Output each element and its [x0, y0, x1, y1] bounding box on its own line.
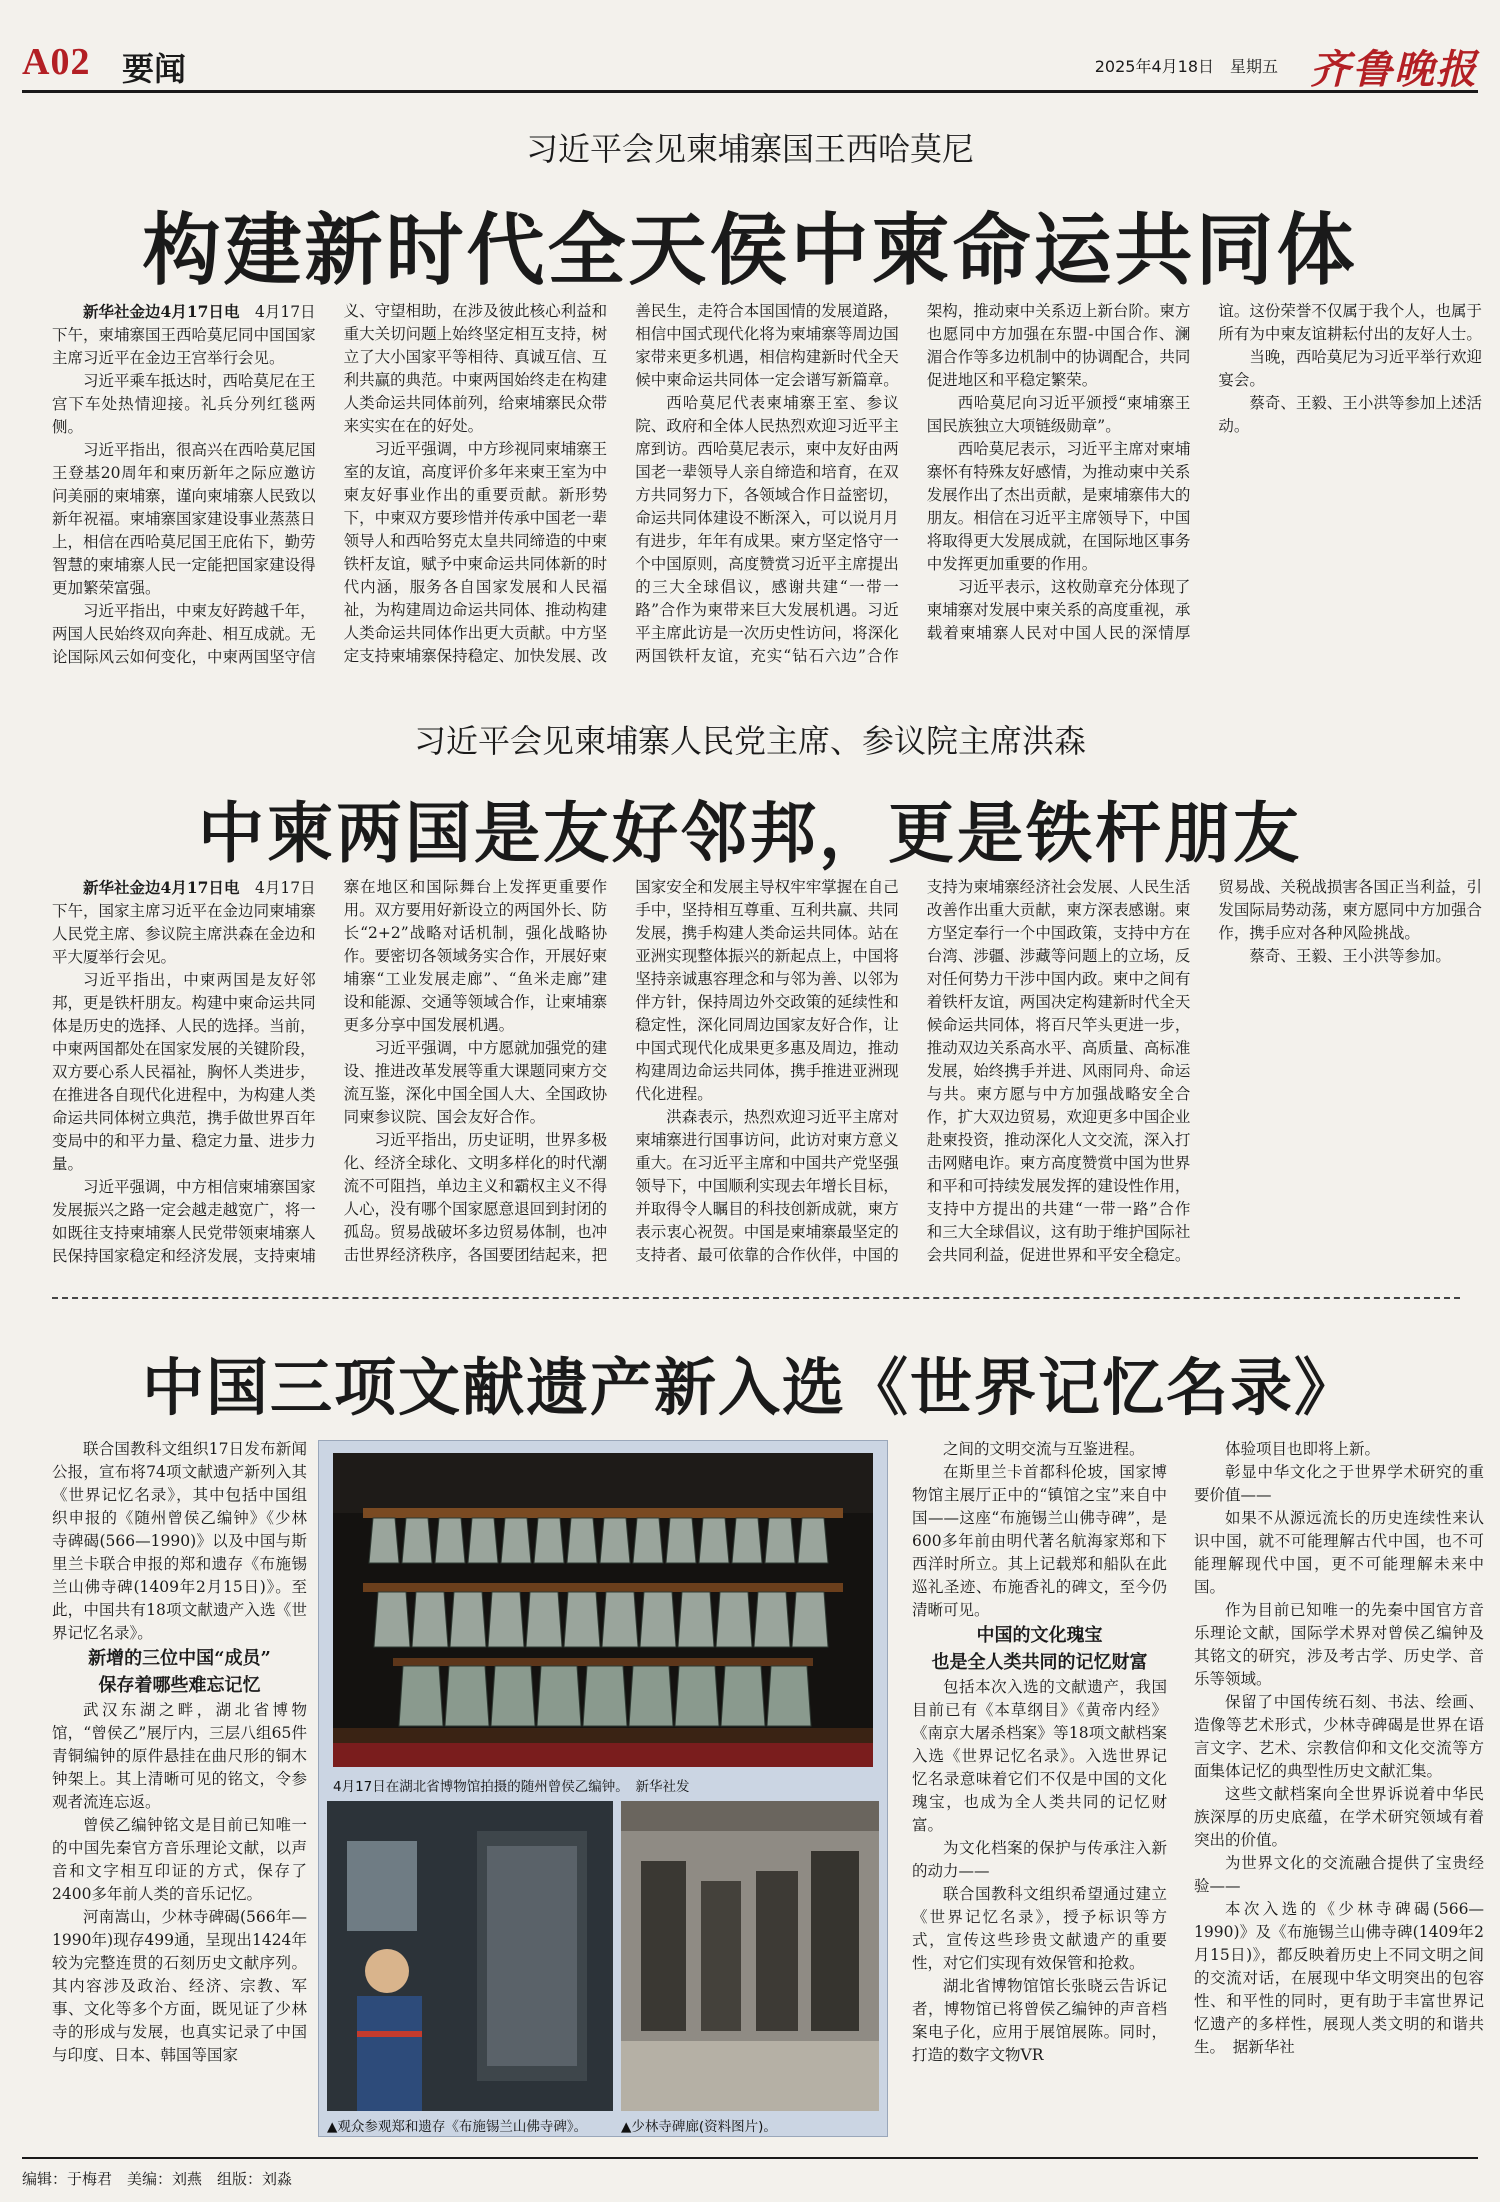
- bell-icon: [537, 1666, 581, 1726]
- paragraph: 习近平指出，中柬两国是友好邻邦，更是铁杆朋友。构建中柬命运共同体是历史的选择、人民的选择。当前，中柬两国都处在国家发展的关键阶段，双方要心系人民福祉，胸怀人类进步，在推进各自现代化进程中，为构建人类命运共同体树立典范，携手做世界百年变局中的和平力量、稳定力量、进步力量。: [52, 971, 316, 1173]
- paragraph: 习近平强调，中方相信柬埔寨国家发展振兴之路一定会越走越宽广，将一如既往支持柬埔寨人民党带领柬埔寨人民保持国家稳定和经济发展，支持柬埔寨在地区和国际舞台上发挥更重要作用。双方要用好新设立的两国外长、防长“2+2”战略对话机制，强化战略协作。要密切各领域务实合作，开展好柬埔寨“工业发展走廊”、“鱼米走廊”建设和能源、交通等领域合作，让柬埔寨更多分享中国发展机遇。: [52, 878, 608, 1265]
- page-header: [22, 0, 1478, 93]
- paragraph: 为文化档案的保护与传承注入新的动力——: [912, 1839, 1167, 1880]
- bell-icon: [666, 1518, 696, 1563]
- paragraph: 习近平乘车抵达时，西哈莫尼在王宫下车处热情迎接。礼兵分列红毯两侧。: [52, 372, 316, 436]
- bell-icon: [583, 1666, 627, 1726]
- story3-column-1: [52, 1438, 307, 2138]
- issue-date: 2025年4月18日 星期五: [1094, 57, 1278, 76]
- paragraph: 包括本次入选的文献遗产，我国目前已有《本草纲目》《黄帝内经》《南京大屠杀档案》等18项文献档案入选《世界记忆名录》。入选世界记忆名录意味着它们不仅是中国的文化瑰宝，也成为全人类共同的记忆财富。: [912, 1678, 1167, 1834]
- bell-icon: [732, 1518, 762, 1563]
- paragraph: 保留了中国传统石刻、书法、绘画、造像等艺术形式，少林寺碑碣是世界在语言文字、艺术、宗教信仰和文化交流等方面集体记忆的典型性历史文献汇集。: [1194, 1693, 1484, 1780]
- paragraph: 武汉东湖之畔，湖北省博物馆，“曾侯乙”展厅内，三层八组65件青铜编钟的原件悬挂在曲尺形的铜木钟架上。其上清晰可见的铭文，令参观者流连忘返。: [52, 1701, 307, 1811]
- photo-visitor-stele: [327, 1801, 613, 2111]
- bell-icon: [526, 1592, 562, 1647]
- bell-icon: [678, 1592, 714, 1647]
- paragraph: 当晚，西哈莫尼为习近平举行欢迎宴会。: [1218, 348, 1482, 389]
- lead-text: 4月17日下午，国家主席习近平在金边同柬埔寨人民党主席、参议院主席洪森在金边和平大厦举行会见。: [52, 879, 316, 966]
- bells-illustration: [333, 1453, 873, 1767]
- bell-icon: [765, 1518, 795, 1563]
- lead-paragraph: [52, 300, 316, 370]
- bell-icon: [501, 1518, 531, 1563]
- paragraph: 本次入选的《少林寺碑碣(566—1990)》及《布施锡兰山佛寺碑(1409年2月15日)》，都反映着历史上不同文明之间的交流对话，在展现中华文明突出的包容性、和平性的同时，更有助于丰富世界记忆遗产的多样性，展现人类文明的和谐共生。 据新华社: [1194, 1900, 1484, 2056]
- story1-body: [52, 300, 1482, 690]
- bell-icon: [675, 1666, 719, 1726]
- bell-icon: [798, 1518, 828, 1563]
- bell-icon: [792, 1592, 828, 1647]
- photo-right-caption: ▲少林寺碑廊(资料图片)。: [621, 2119, 777, 2135]
- story3-column-5: [1194, 1438, 1484, 2138]
- bell-icon: [721, 1666, 765, 1726]
- subheading: 中国的文化瑰宝 也是全人类共同的记忆财富: [931, 1625, 1148, 1673]
- page-number: A02: [22, 41, 91, 83]
- bell-icon: [767, 1666, 811, 1726]
- bell-icon: [602, 1592, 638, 1647]
- paragraph: 洪森表示，热烈欢迎习近平主席对柬埔寨进行国事访问，此访对柬方意义重大。在习近平主席和中国共产党坚强领导下，中国顺利实现去年增长目标，并取得令人瞩目的科技创新成就，柬方表示衷心祝贺。中国是柬埔寨最坚定的支持者、最可依靠的合作伙伴，中国的支持为柬埔寨经济社会发展、人民生活改善作出重大贡献，柬方深表感谢。柬方坚定奉行一个中国政策，支持中方在台湾、涉疆、涉藏等问题上的立场，反对任何势力干涉中国内政。柬中之间有着铁杆友谊，两国决定构建新时代全天候命运共同体，将百尺竿头更进一步，推动双边关系高水平、高质量、高标准发展，始终携手并进、风雨同舟、命运与共。柬方愿与中方加强战略安全合作，扩大双边贸易，欢迎更多中国企业赴柬投资，推动深化人文交流，深入打击网赌电诈。柬方高度赞赏中国为世界和平和可持续发展发挥的建设性作用，支持中方提出的共建“一带一路”合作和三大全球倡议，这有助于维护国际社会共同利益，促进世界和平安全稳定。贸易战、关税战损害各国正当利益，引发国际局势动荡，柬方愿同中方加强合作，携手应对各种风险挑战。: [635, 878, 1482, 1264]
- dateline: 新华社金边4月17日电: [83, 878, 255, 897]
- story1-subtitle: 习近平会见柬埔寨国王西哈莫尼: [525, 130, 974, 168]
- photo-bronze-bells: [333, 1453, 873, 1767]
- story2-body: [52, 876, 1482, 1276]
- section-divider: [52, 1297, 1460, 1299]
- bell-icon: [468, 1518, 498, 1563]
- bell-icon: [488, 1592, 524, 1647]
- story2-headline: 中柬两国是友好邻邦，更是铁杆朋友: [198, 794, 1302, 872]
- bell-icon: [633, 1518, 663, 1563]
- newspaper-logo: 齐鲁晚报: [1310, 46, 1478, 93]
- bell-icon: [564, 1592, 600, 1647]
- dateline: 新华社金边4月17日电: [83, 302, 255, 321]
- paragraph: 之间的文明交流与互鉴进程。: [943, 1440, 1145, 1458]
- bell-icon: [435, 1518, 465, 1563]
- bell-icon: [491, 1666, 535, 1726]
- paragraph: 西哈莫尼代表柬埔寨王室、参议院、政府和全体人民热烈欢迎习近平主席到访。西哈莫尼表示，柬中友好由两国老一辈领导人亲自缔造和培育，在双方共同努力下，各领域合作日益密切，命运共同体建设不断深入，可以说月月有进步，年年有成果。柬方坚定恪守一个中国原则，高度赞赏习近平主席提出的三大全球倡议，感谢共建“一带一路”合作为柬带来巨大发展机遇。习近平主席此访是一次历史性访问，将深化两国铁杆友谊，充实“钻石六边”合作架构，推动柬中关系迈上新台阶。柬方也愿同中方加强在东盟-中国合作、澜湄合作等多边机制中的协调配合，共同促进地区和平稳定繁荣。: [635, 302, 1191, 665]
- footer-rule: [22, 2157, 1478, 2159]
- photo-shaolin-steles: [621, 1801, 879, 2111]
- lead-text: 4月17日下午，柬埔寨国王西哈莫尼同中国国家主席习近平在金边王宫举行会见。: [52, 303, 316, 367]
- paragraph: 体验项目也即将上新。: [1225, 1440, 1381, 1458]
- subheading: 新增的三位中国“成员” 保存着哪些难忘记忆: [88, 1648, 271, 1696]
- paragraph: 习近平指出，中柬友好跨越千年，两国人民始终双向奔赴、相互成就。无论国际风云如何变化，中柬两国坚守信义、守望相助，在涉及彼此核心利益和重大关切问题上始终坚定相互支持，树立了大小国家平等相待、真诚互信、互利共赢的典范。中柬两国始终走在构建人类命运共同体前列，给柬埔寨民众带来实实在在的好处。: [52, 302, 608, 666]
- paragraph: 习近平强调，中方珍视同柬埔寨王室的友谊，高度评价多年来柬王室为中柬友好事业作出的重要贡献。新形势下，中柬双方要珍惜并传承中国老一辈领导人和西哈努克太皇共同缔造的中柬铁杆友谊，赋予中柬命运共同体新的时代内涵，服务各自国家发展和人民福祉，为构建周边命运共同体、推动构建人类命运共同体作出更大贡献。中方坚定支持柬埔寨保持稳定、加快发展、改善民生，走符合本国国情的发展道路，相信中国式现代化将为柬埔寨等周边国家带来更多机遇，相信构建新时代全天候中柬命运共同体一定会谱写新篇章。: [343, 302, 899, 665]
- paragraph: 习近平指出，历史证明，世界多极化、经济全球化、文明多样化的时代潮流不可阻挡，单边主义和霸权主义不得人心，没有哪个国家愿意退回到封闭的孤岛。贸易战破坏多边贸易体制，也冲击世界经济秩序，各国要团结起来，把国家安全和发展主导权牢牢掌握在自己手中，坚持相互尊重、互利共赢、共同发展，携手构建人类命运共同体。站在亚洲实现整体振兴的新起点上，中国将坚持亲诚惠容理念和与邻为善、以邻为伴方针，保持周边外交政策的延续性和稳定性，深化同周边国家友好合作，让中国式现代化成果更多惠及周边，推动构建周边命运共同体，携手推进亚洲现代化进程。: [343, 878, 899, 1264]
- section-name: 要闻: [122, 50, 187, 88]
- paragraph: 蔡奇、王毅、王小洪等参加。: [1249, 947, 1451, 965]
- photo-panel: [318, 1440, 888, 2137]
- bell-icon: [534, 1518, 564, 1563]
- photo-main-caption: 4月17日在湖北省博物馆拍摄的随州曾侯乙编钟。 新华社发: [333, 1779, 690, 1795]
- paragraph: 习近平强调，中方愿就加强党的建设、推进改革发展等重大课题同柬方交流互鉴，深化中国全国人大、全国政协同柬参议院、国会友好合作。: [343, 1039, 608, 1126]
- paragraph: 曾侯乙编钟铭文是目前已知唯一的中国先秦官方音乐理论文献，以声音和文字相互印证的方式，保存了2400多年前人类的音乐记忆。: [52, 1816, 307, 1903]
- story2-subtitle: 习近平会见柬埔寨人民党主席、参议院主席洪森: [413, 722, 1086, 760]
- paragraph: 习近平表示，这枚勋章充分体现了柬埔寨对发展中柬关系的高度重视，承载着柬埔寨人民对中国人民的深情厚谊。这份荣誉不仅属于我个人，也属于所有为中柬友谊耕耘付出的友好人士。: [926, 302, 1482, 642]
- paragraph: 如果不从源远流长的历史连续性来认识中国，就不可能理解古代中国，也不可能理解现代中国，更不可能理解未来中国。: [1194, 1509, 1484, 1596]
- bell-icon: [699, 1518, 729, 1563]
- bell-icon: [567, 1518, 597, 1563]
- bell-icon: [412, 1592, 448, 1647]
- paragraph: 湖北省博物馆馆长张晓云告诉记者，博物馆已将曾侯乙编钟的声音档案电子化，应用于展馆展陈。同时，打造的数字文物VR: [912, 1977, 1167, 2064]
- paragraph: 彰显中华文化之于世界学术研究的重要价值——: [1194, 1463, 1484, 1504]
- bell-icon: [640, 1592, 676, 1647]
- bell-icon: [445, 1666, 489, 1726]
- paragraph: 河南嵩山，少林寺碑碣(566年—1990年)现存499通，呈现出1424年较为完整连贯的石刻历史文献序列。其内容涉及政治、经济、宗教、军事、文化等多个方面，既见证了少林寺的形成与发展，也真实记录了中国与印度、日本、韩国等国家: [52, 1908, 307, 2064]
- paragraph: 联合国教科文组织17日发布新闻公报，宣布将74项文献遗产新列入其《世界记忆名录》，其中包括中国组织申报的《随州曾侯乙编钟》《少林寺碑碣(566—1990)》以及中国与斯里兰卡联合申报的郑和遗存《布施锡兰山佛寺碑(1409年2月15日)》。至此，中国共有18项文献遗产入选《世界记忆名录》。: [52, 1440, 307, 1642]
- paragraph: 这些文献档案向全世界诉说着中华民族深厚的历史底蕴，在学术研究领域有着突出的价值。: [1194, 1785, 1484, 1849]
- bell-icon: [402, 1518, 432, 1563]
- paragraph: 西哈莫尼向习近平颁授“柬埔寨王国民族独立大项链级勋章”。: [926, 394, 1191, 435]
- paragraph: 西哈莫尼表示，习近平主席对柬埔寨怀有特殊友好感情，为推动柬中关系发展作出了杰出贡献，是柬埔寨伟大的朋友。相信在习近平主席领导下，中国将取得更大发展成就，在国际地区事务中发挥更加重要的作用。: [926, 440, 1191, 573]
- paragraph: 蔡奇、王毅、王小洪等参加上述活动。: [1218, 394, 1482, 435]
- bell-icon: [369, 1518, 399, 1563]
- paragraph: 在斯里兰卡首都科伦坡，国家博物馆主展厅正中的“镇馆之宝”来自中国——这座“布施锡兰山佛寺碑”，是600多年前由明代著名航海家郑和下西洋时所立。其上记载郑和船队在此巡礼圣迹、布施香礼的碑文，至今仍清晰可见。: [912, 1463, 1167, 1619]
- bell-icon: [600, 1518, 630, 1563]
- bell-icon: [399, 1666, 443, 1726]
- paragraph: 作为目前已知唯一的先秦中国官方音乐理论文献，国际学术界对曾侯乙编钟及其铭文的研究，涉及考古学、历史学、音乐等领域。: [1194, 1601, 1484, 1688]
- bell-icon: [374, 1592, 410, 1647]
- page-credits: 编辑：于梅君 美编：刘燕 组版：刘淼: [22, 2170, 293, 2188]
- bell-icon: [716, 1592, 752, 1647]
- paragraph: 联合国教科文组织希望通过建立《世界记忆名录》，授予标识等方式，宣传这些珍贵文献遗产的重要性，对它们实现有效保管和抢救。: [912, 1885, 1167, 1972]
- bell-icon: [754, 1592, 790, 1647]
- paragraph: 为世界文化的交流融合提供了宝贵经验——: [1194, 1854, 1484, 1895]
- lead-paragraph: [52, 876, 316, 969]
- story3-column-4: [912, 1438, 1167, 2138]
- photo-left-caption: ▲观众参观郑和遗存《布施锡兰山佛寺碑》。: [327, 2119, 588, 2135]
- bell-icon: [629, 1666, 673, 1726]
- paragraph: 习近平指出，很高兴在西哈莫尼国王登基20周年和柬历新年之际应邀访问美丽的柬埔寨，谨向柬埔寨人民致以新年祝福。柬埔寨国家建设事业蒸蒸日上，相信在西哈莫尼国王庇佑下，勤劳智慧的柬埔寨人民一定能把国家建设得更加繁荣富强。: [52, 441, 316, 597]
- story3-headline: 中国三项文献遗产新入选《世界记忆名录》: [141, 1351, 1358, 1424]
- bell-icon: [450, 1592, 486, 1647]
- story1-headline: 构建新时代全天侯中柬命运共同体: [142, 205, 1358, 296]
